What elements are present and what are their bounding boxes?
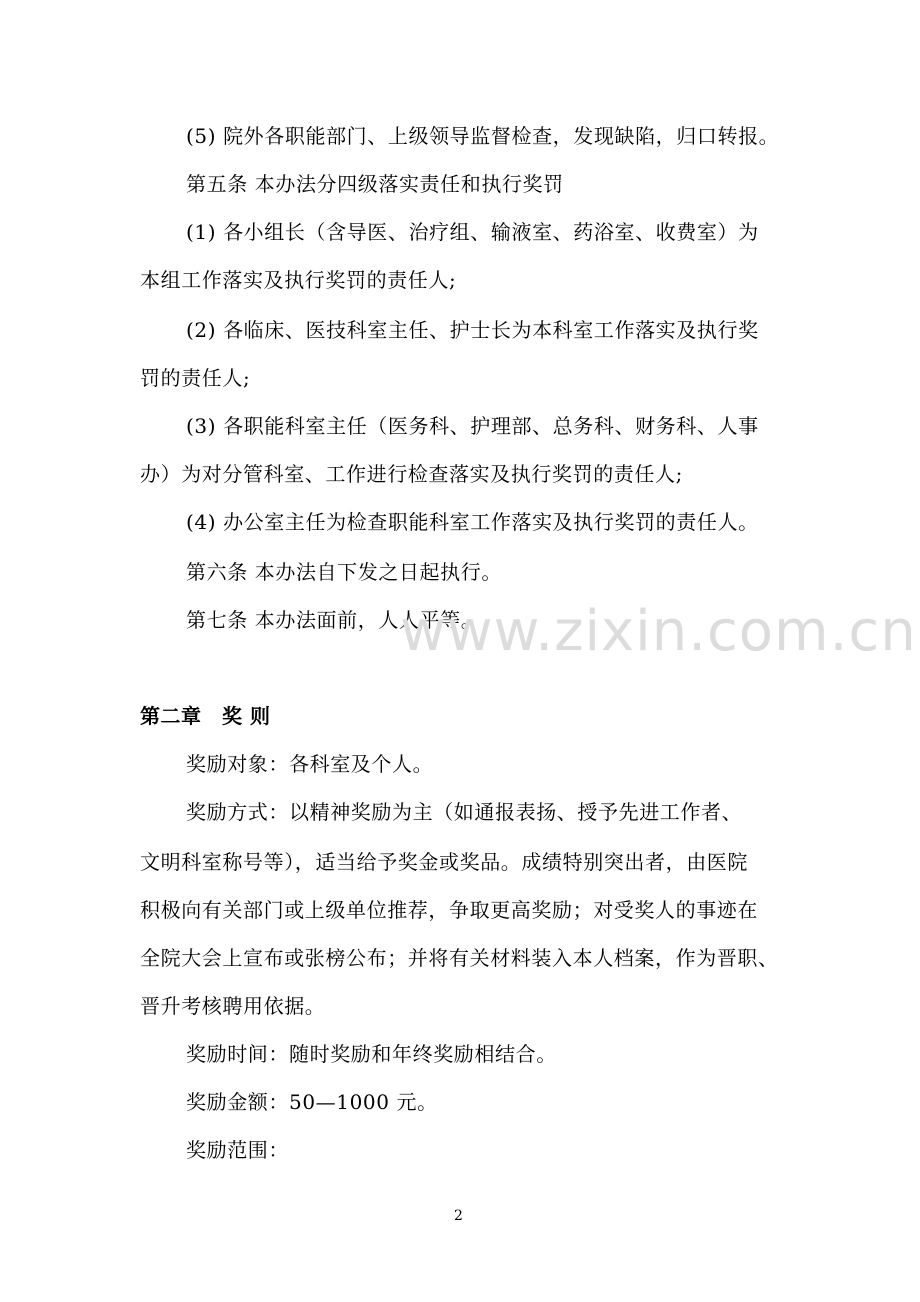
reward-time: 奖励时间：随时奖励和年终奖励相结合。 <box>186 1042 557 1066</box>
article-5-item-4: (4) 办公室主任为检查职能科室工作落实及执行奖罚的责任人。 <box>186 510 759 534</box>
reward-method-line-4: 全院大会上宣布或张榜公布；并将有关材料装入本人档案，作为晋职、 <box>140 946 779 970</box>
watermark: www.zixin.com.cn <box>400 599 917 664</box>
article-5-item-2-line-2: 罚的责任人; <box>140 366 251 390</box>
article-6: 第六条 本办法自下发之日起执行。 <box>186 560 502 584</box>
chapter-2-heading: 第二章 奖 则 <box>140 704 271 728</box>
article-5-title: 第五条 本办法分四级落实责任和执行奖罚 <box>186 172 564 196</box>
article-5-item-2-line-1: (2) 各临床、医技科室主任、护士长为本科室工作落实及执行奖 <box>186 318 759 342</box>
reward-method-line-1: 奖励方式：以精神奖励为主（如通报表扬、授予先进工作者、 <box>186 800 743 824</box>
reward-method-line-2: 文明科室称号等），适当给予奖金或奖品。成绩特别突出者，由医院 <box>140 850 748 874</box>
article-7: 第七条 本办法面前，人人平等。 <box>186 608 482 632</box>
article-5-item-3-line-2: 办）为对分管科室、工作进行检查落实及执行奖罚的责任人; <box>140 462 683 486</box>
reward-target: 奖励对象：各科室及个人。 <box>186 752 434 776</box>
reward-method-line-3: 积极向有关部门或上级单位推荐，争取更高奖励；对受奖人的事迹在 <box>140 898 758 922</box>
article-5-item-1-line-2: 本组工作落实及执行奖罚的责任人; <box>140 268 457 292</box>
page-number: 2 <box>454 1208 463 1224</box>
clause-5-item-5: (5) 院外各职能部门、上级领导监督检查，发现缺陷，归口转报。 <box>186 124 780 148</box>
reward-scope: 奖励范围： <box>186 1138 289 1162</box>
reward-method-line-5: 晋升考核聘用依据。 <box>140 994 326 1018</box>
article-5-item-1-line-1: (1) 各小组长（含导医、治疗组、输液室、药浴室、收费室）为 <box>186 220 759 244</box>
reward-amount: 奖励金额：50—1000 元。 <box>186 1090 438 1114</box>
article-5-item-3-line-1: (3) 各职能科室主任（医务科、护理部、总务科、财务科、人事 <box>186 414 759 438</box>
